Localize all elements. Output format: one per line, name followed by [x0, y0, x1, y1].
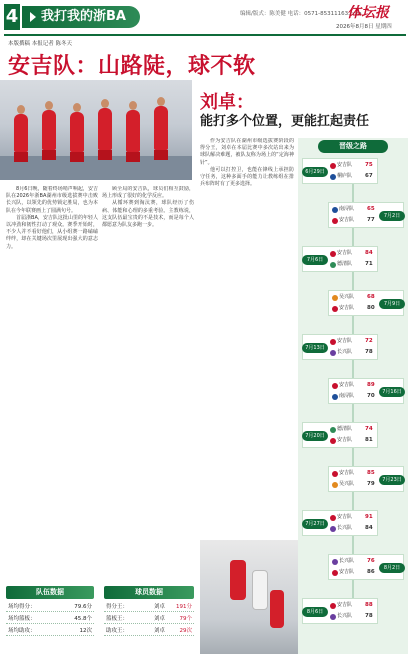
away-score: 77 [367, 217, 375, 223]
player-figure [14, 114, 28, 152]
table-row: 场均助攻： 12次 [8, 628, 92, 634]
game-date: 7月2日 [379, 211, 405, 221]
home-score: 74 [365, 426, 373, 432]
feature-title: 能打多个位置，更能扛起责任 [200, 114, 370, 129]
game-date: 8月6日 [302, 607, 328, 617]
road-title: 晋级之路 [318, 140, 388, 153]
game-card [328, 466, 404, 492]
team-icon [330, 603, 336, 609]
team-icon [330, 350, 336, 356]
home-team: 吴兴队 [339, 294, 355, 300]
team-icon [332, 218, 338, 224]
game-date: 7月13日 [302, 343, 328, 353]
newspaper-logo: 体坛报 [347, 5, 389, 21]
header-rule [4, 34, 406, 36]
home-team: 安吉队 [337, 602, 353, 608]
home-score: 85 [367, 470, 375, 476]
game-card [302, 598, 378, 624]
team-icon [332, 394, 338, 400]
home-team: 安吉队 [337, 250, 353, 256]
away-score: 71 [365, 261, 373, 267]
player-stats-title: 球员数据 [104, 586, 194, 599]
team-icon [330, 614, 336, 620]
away-score: 70 [367, 393, 375, 399]
player-figure [252, 570, 268, 610]
home-team: 长兴队 [339, 558, 355, 564]
team-icon [330, 251, 336, 257]
feature-name: 刘卓： [200, 92, 254, 113]
game-date: 7月9日 [379, 299, 405, 309]
away-team: 长兴队 [337, 349, 353, 355]
game-date: 7月27日 [302, 519, 328, 529]
page-header [0, 0, 410, 36]
away-score: 78 [365, 349, 373, 355]
game-card [302, 334, 378, 360]
player-figure [270, 590, 284, 628]
team-icon [330, 163, 336, 169]
game-date: 7月20日 [302, 431, 328, 441]
game-card [328, 202, 404, 228]
home-score: 68 [367, 294, 375, 300]
away-score: 84 [365, 525, 373, 531]
team-icon [332, 306, 338, 312]
team-icon [330, 438, 336, 444]
team-icon [330, 339, 336, 345]
game-card [328, 554, 404, 580]
article-paragraph: 他可以打控卫，也能在锋线上承担防守任务，这种多面手的能力让教练组在排兵布阵时有了更多选择。 [200, 166, 294, 188]
away-score: 80 [367, 305, 375, 311]
away-team: 安吉队 [339, 305, 355, 311]
home-team: 安吉队 [337, 514, 353, 520]
away-team: 吴兴队 [339, 481, 355, 487]
team-icon [332, 295, 338, 301]
away-team: 安吉队 [339, 217, 355, 223]
game-date: 8月2日 [379, 563, 405, 573]
away-score: 78 [365, 613, 373, 619]
article-paragraph: 从循环赛到淘汰赛，球队经历了伤病、体能和心理的多重考验。主教练说，这支队伍最宝贵的不是技术，而是每个人都愿意为队友多跑一步。 [102, 200, 194, 229]
player-figure [42, 110, 56, 150]
table-row: 助攻王： 刘卓 29次 [106, 628, 192, 634]
team-icon [332, 559, 338, 565]
team-icon [330, 515, 336, 521]
article-column-2 [102, 186, 194, 646]
away-team: 安吉队 [337, 437, 353, 443]
stats-tables [6, 586, 194, 652]
article-column-1 [6, 186, 98, 584]
game-date: 7月6日 [302, 255, 328, 265]
home-team: 安吉队 [337, 162, 353, 168]
team-icon [330, 526, 336, 532]
home-score: 75 [365, 162, 373, 168]
article-paragraph: 首届浙BA，安吉队这批山里的年轻人以冲劲和韧性打动了观众。赛季开始时，不少人并不看好他们，从小组赛一路磕磕绊绊，却在关键场次里展现出强大的意志力。 [6, 214, 98, 250]
home-score: 76 [367, 558, 375, 564]
team-stats-title: 队伍数据 [6, 586, 94, 599]
team-icon [332, 383, 338, 389]
table-row: 得分王： 刘卓 191分 [106, 604, 192, 610]
main-headline: 安吉队：山路陡，球不软 [8, 54, 256, 79]
away-team: 南浔队 [339, 393, 355, 399]
player-figure [70, 112, 84, 152]
home-score: 84 [365, 250, 373, 256]
road-to-qualification-panel [298, 138, 408, 654]
article-paragraph: 8月6日晚，随着终场哨声响起，安吉队在2026年浙BA湖州市级选拔赛中击败长兴队，以领先的优势锁定胜局，也为本队在今年联赛画上了圆满句号。 [6, 186, 98, 214]
page-number: 4 [4, 4, 20, 30]
player-figure [154, 106, 168, 150]
article-paragraph: 顾全局的安吉队，球员们相互鼓励，场上形成了很好的化学反应。 [102, 186, 194, 200]
table-row: 场均得分： 79.6分 [8, 604, 92, 610]
column-title-bar [22, 6, 140, 28]
byline: 本版撰稿 本报记者 陈冬天 [8, 41, 72, 47]
team-icon [332, 570, 338, 576]
home-score: 89 [367, 382, 375, 388]
game-card [302, 422, 378, 448]
away-score: 81 [365, 437, 373, 443]
team-icon [330, 427, 336, 433]
issue-date: 2026年8月8日 星期四 [336, 24, 392, 30]
game-date: 7月23日 [379, 475, 405, 485]
game-card [302, 246, 378, 272]
away-team: 长兴队 [337, 525, 353, 531]
away-team: 安吉队 [339, 569, 355, 575]
game-date: 6月29日 [302, 167, 328, 177]
team-icon [332, 471, 338, 477]
game-card [302, 158, 378, 184]
home-score: 65 [367, 206, 375, 212]
away-score: 67 [365, 173, 373, 179]
away-team: 桐庐队 [337, 173, 353, 179]
column-title: 我打我的浙BA [41, 9, 126, 24]
home-team: 德清队 [337, 426, 353, 432]
game-card [328, 290, 404, 316]
team-icon [332, 482, 338, 488]
away-team: 长兴队 [337, 613, 353, 619]
team-icon [330, 174, 336, 180]
away-score: 79 [367, 481, 375, 487]
home-team: 安吉队 [339, 470, 355, 476]
home-score: 91 [365, 514, 373, 520]
home-team: 南浔队 [339, 206, 355, 212]
home-team: 安吉队 [337, 338, 353, 344]
home-team: 安吉队 [339, 382, 355, 388]
player-figure [98, 108, 112, 150]
team-photo [0, 80, 192, 180]
away-score: 86 [367, 569, 375, 575]
player-figure [230, 560, 246, 600]
away-team: 德清队 [337, 261, 353, 267]
home-score: 88 [365, 602, 373, 608]
team-icon [332, 207, 338, 213]
game-card [328, 378, 404, 404]
player-figure [126, 110, 140, 152]
game-date: 7月16日 [379, 387, 405, 397]
editor-info: 编辑/版式：陈美健 电话：0571-85311163.com [240, 11, 362, 17]
home-score: 72 [365, 338, 373, 344]
table-row: 场均篮板： 45.8个 [8, 616, 92, 622]
team-icon [330, 262, 336, 268]
action-photo [200, 540, 304, 654]
game-card [302, 510, 378, 536]
table-row: 篮板王： 刘卓 79个 [106, 616, 192, 622]
article-paragraph: 作为安吉队在湖州市级选拔赛阶段的得分王，刘卓在本届比赛中多次站出来为球队解决难题，被队友称为场上的“定海神针”。 [200, 138, 294, 166]
triangle-icon [30, 12, 36, 22]
